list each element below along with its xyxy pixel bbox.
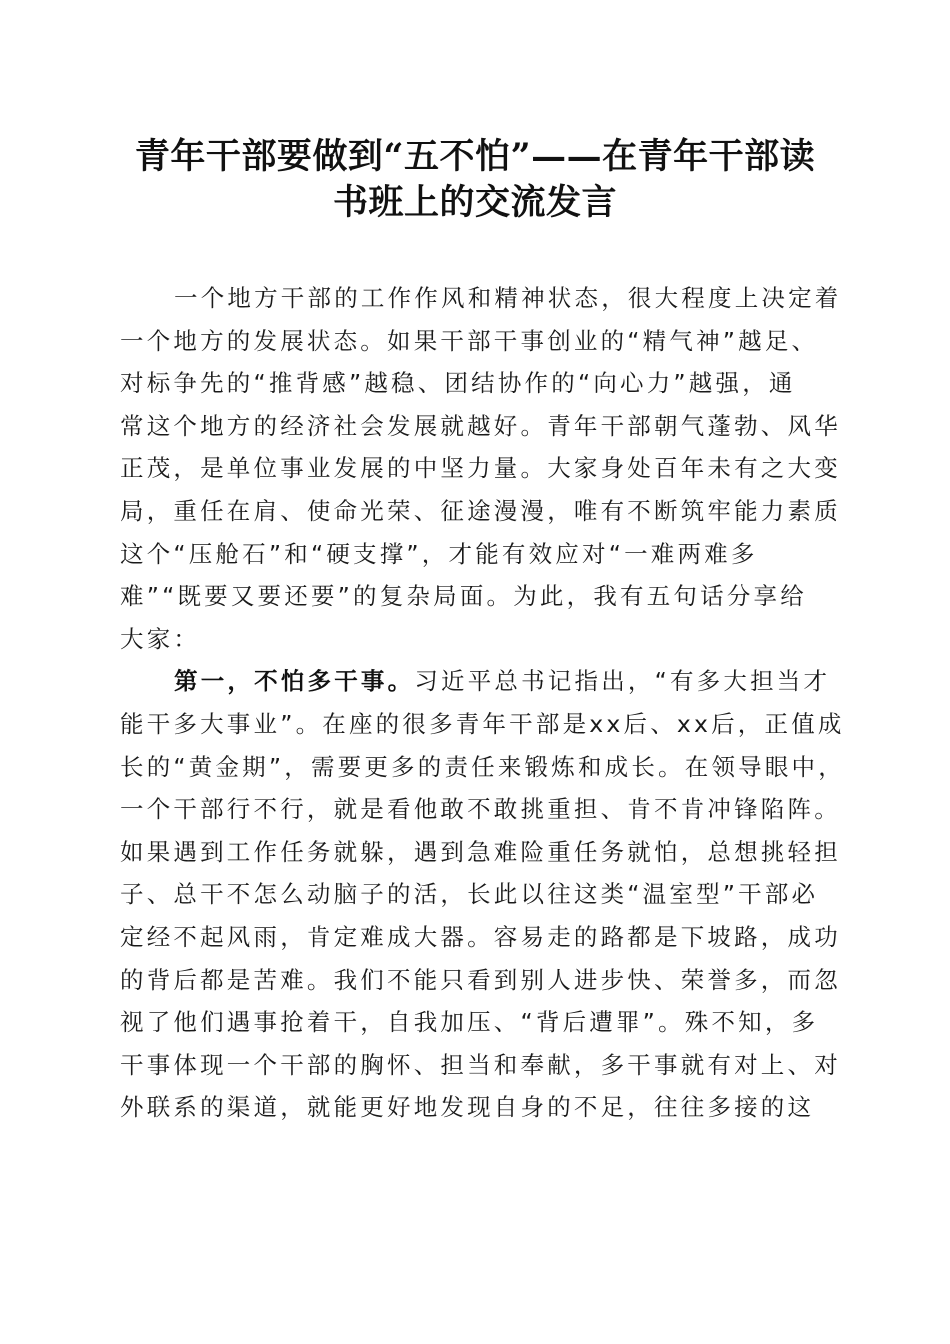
title-line: 青年干部要做到“五不怕”——在青年干部读 [134, 136, 816, 177]
text-line: 如果遇到工作任务就躲，遇到急难险重任务就怕，总想挑轻担 [120, 837, 841, 866]
text-line: 大家： [120, 624, 201, 653]
text-line: 子、总干不怎么动脑子的活，长此以往这类“温室型”干部必 [120, 880, 819, 909]
document-title [100, 134, 850, 226]
text-line: 能干多大事业”。在座的很多青年干部是xx后、xx后，正值成 [120, 709, 845, 738]
text-line [120, 660, 836, 703]
text-line: 正茂，是单位事业发展的中坚力量。大家身处百年未有之大变 [120, 454, 841, 483]
text-line: 外联系的渠道，就能更好地发现自身的不足，往往多接的这 [120, 1093, 815, 1122]
document-body [120, 277, 845, 1129]
text-line: 一个地方干部的工作作风和精神状态，很大程度上决定着 [174, 284, 842, 312]
text-line: 局，重任在肩、使命光荣、征途漫漫，唯有不断筑牢能力素质 [120, 496, 841, 525]
text-line: 难”“既要又要还要”的复杂局面。为此，我有五句话分享给 [120, 582, 807, 611]
text-line: 的背后都是苦难。我们不能只看到别人进步快、荣誉多，而忽 [120, 965, 841, 994]
text-line: 长的“黄金期”，需要更多的责任来锻炼和成长。在领导眼中， [120, 752, 845, 781]
point-heading: 第一，不怕多干事。 [174, 667, 415, 696]
text-line: 常这个地方的经济社会发展就越好。青年干部朝气蓬勃、风华 [120, 411, 841, 440]
text-line: 定经不起风雨，肯定难成大器。容易走的路都是下坡路，成功 [120, 922, 841, 951]
title-line: 书班上的交流发言 [332, 182, 617, 223]
paragraph-point-one [120, 660, 845, 1129]
text-line: 一个干部行不行，就是看他敢不敢挑重担、肯不肯冲锋陷阵。 [120, 795, 841, 824]
text-line: 视了他们遇事抢着干，自我加压、“背后遭罪”。殊不知，多 [120, 1008, 819, 1037]
text-line: 这个“压舱石”和“硬支撑”，才能有效应对“一难两难多 [120, 539, 758, 568]
text-line: 一个地方的发展状态。如果干部干事创业的“精气神”越足、 [120, 326, 819, 355]
text-segment: 习近平总书记指出，“有多大担当才 [414, 667, 831, 696]
paragraph-intro [120, 277, 842, 660]
text-line: 干事体现一个干部的胸怀、担当和奉献，多干事就有对上、对 [120, 1050, 841, 1079]
text-line: 对标争先的“推背感”越稳、团结协作的“向心力”越强，通 [120, 369, 796, 398]
